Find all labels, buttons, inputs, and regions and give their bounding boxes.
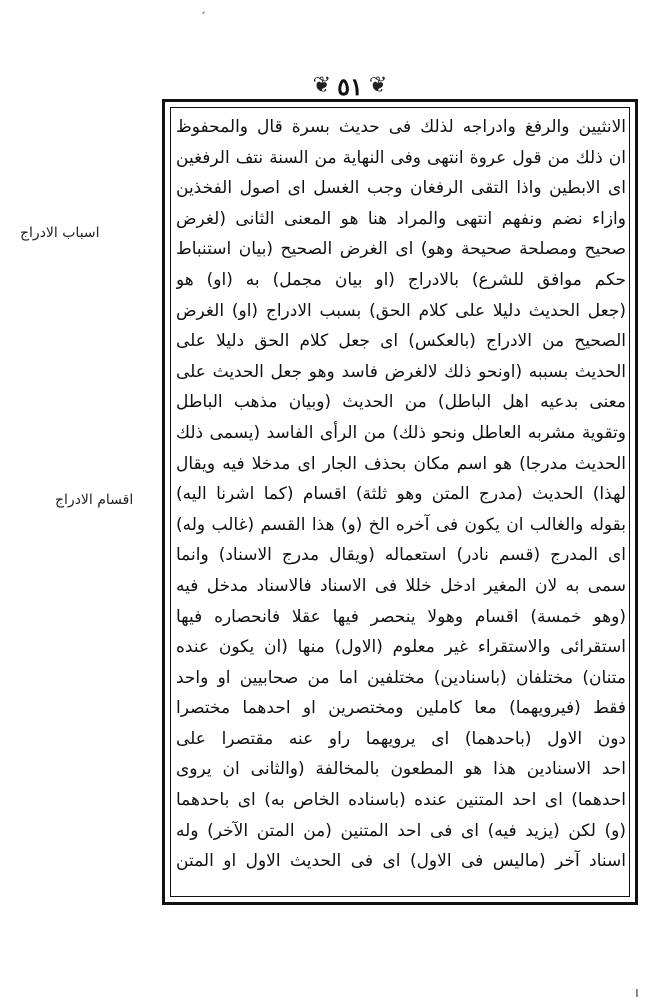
text-line: وتقوية مشربه العاطل ونحو ذلك) من الرأى الفاسد (يسمى ذلك [176, 422, 626, 443]
text-line: احد الاسنادين هذا هو المطعون بالمخالفة (والثانى ان يروى [176, 759, 626, 780]
text-line: (وهو خمسة) اقسام وهولا ينحصر فيها عقلا فانحصاره فيها [176, 606, 626, 627]
text-line: اى المدرج (قسم نادر) استعماله (ويقال مدرج الاسناد) وانما [176, 545, 626, 566]
ornament-icon: ❦ [312, 73, 332, 98]
text-line: اسناد آخر (ماليس فى الاول) اى فى الحديث الاول او المتن [176, 851, 626, 872]
text-line: الصحيح من الادراج (بالعكس) اى جعل كلام الحق دليلا على [176, 331, 626, 352]
page-scribble-bottom: ı [635, 985, 639, 1001]
page-number-value: ٥١ [337, 71, 363, 101]
page-number [275, 70, 425, 102]
marginal-note: اسباب الادراج [20, 225, 100, 241]
text-line: اى الابطين واذا التقى الرفغان وجب الغسل اى اصول الفخذين [176, 178, 626, 199]
text-line: استقرائى والاستقراء غير معلوم (الاول) منها (ان يكون عنده [176, 637, 626, 658]
text-line: ان ذلك من قول عروة انتهى وفى النهاية من السنة نتف الرفغين [176, 147, 626, 168]
page-scribble-top: ˏ [200, 0, 206, 14]
text-line: الحديث بسببه (اونحو ذلك لالغرض فاسد وهو جعل الحديث على [176, 361, 626, 382]
ornament-icon: ❦ [368, 73, 388, 98]
text-line: الانثيين والرفغ وادراجه لذلك فى حديث بسرة قال والمحفوظ [176, 117, 626, 137]
text-line: الحديث مدرجا) هو اسم مكان بحذف الجار اى مدخلا فيه ويقال [176, 453, 626, 474]
text-line: دون الاول (باحدهما) اى يرويهما راو عنه مقتصرا على [176, 728, 626, 749]
text-line: بقوله والغالب ان يكون فى آخره الخ (و) هذا القسم (غالب وله) [176, 514, 626, 535]
text-line: لهذا) الحديث (مدرج المتن وهو ثلثة) اقسام (كما اشرنا اليه) [176, 484, 626, 505]
text-line: متنان) مختلفان (باسنادين) مختلفين اما من صحابيين او واحد [176, 667, 626, 688]
text-line: (جعل الحديث دليلا على كلام الحق) بسبب الادراج (او) الغرض [176, 300, 626, 321]
text-line: (و) لكن (يزيد فيه) اى فى احد المتنين (من المتن الآخر) وله [176, 820, 626, 841]
text-line: فقط (فيرويهما) معا كاملين ومختصرين او احدهما مختصرا [176, 698, 626, 719]
text-line: احدهما) اى احد المتنين عنده (باسناده الخاص به) اى باحدهما [176, 790, 626, 811]
text-line: معنى بدعيه اهل الباطل) من الحديث (وبيان مذهب الباطل [176, 392, 626, 413]
text-line: سمى به لان المغير ادخل خللا فى الاسناد فالاسناد مدخل فيه [176, 575, 626, 596]
main-text-block [176, 112, 626, 892]
text-line: صحيح ومصلحة صحيحة وهو) اى الغرض الصحيح (بيان استنباط [176, 239, 626, 260]
marginal-note: اقسام الادراج [55, 492, 134, 508]
text-line: حكم موافق للشرع) بالادراج (او بيان مجمل) به (او) هو [176, 269, 626, 290]
text-line: وازاء نضم ونفهم انتهى والمراد هنا هو المعنى الثانى (لغرض [176, 208, 626, 229]
